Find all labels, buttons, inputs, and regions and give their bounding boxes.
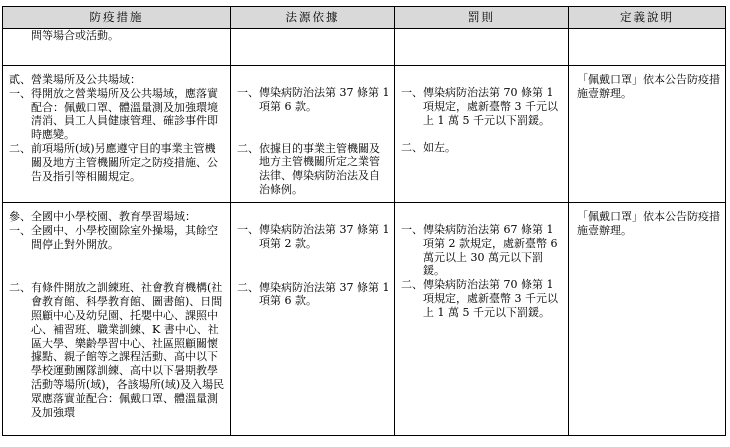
item-text: 前項場所(域)另應遵守目的事業主管機關及地方主管機關所定之防疫措施、公告及指引等相關規定。	[31, 141, 218, 183]
item-text: 傳染病防治法第 37 條第 1 項第 2 款。	[259, 223, 390, 250]
penalty-cell	[395, 66, 569, 203]
list-item	[9, 281, 226, 419]
legal-cell	[231, 66, 395, 203]
table-row	[3, 203, 726, 436]
measure-cell	[3, 203, 231, 436]
item-marker: 一、	[9, 223, 31, 237]
penalty-cell	[395, 203, 569, 436]
table-row	[3, 66, 726, 203]
list-item	[9, 224, 226, 252]
header-penalty: 罰則	[395, 7, 569, 29]
definition-cell	[569, 29, 726, 66]
item-marker: 一、	[9, 86, 31, 100]
regulation-table	[2, 6, 726, 436]
list-item	[237, 86, 390, 114]
header-row	[3, 7, 726, 29]
item-marker: 二、	[401, 278, 423, 292]
section-title: 參、全國中小學校園、教育學習場域：	[9, 210, 196, 223]
item-marker: 一、	[401, 86, 423, 99]
list-item	[9, 142, 226, 183]
item-text: 全國中、小學校園除室外操場，其餘空間停止對外開放。	[31, 223, 218, 251]
item-text: 依據目的事業主管機關及地方主管機關所定之業管法律、傳染病防治法及自治條例。	[259, 141, 380, 196]
list-item	[9, 87, 226, 142]
list-item	[401, 86, 564, 127]
penalty-cell	[395, 29, 569, 66]
definition-text: 「佩戴口罩」依本公告防疫措施壹辦理。	[577, 73, 720, 100]
list-item	[237, 142, 390, 197]
item-text: 傳染病防治法第 70 條第 1 項規定，處新臺幣 3 千元以上 1 萬 5 千元以下罰鍰。	[423, 86, 558, 127]
definition-cell	[569, 203, 726, 436]
item-text: 有條件開放之訓練班、社會教育機構(社會教育館、科學教育館、圖書館)、日間照顧中心及幼兒園、托嬰中心、課照中心、補習班、職業訓練、K 書中心、社區大學、樂齡學習中心、社區照顧關懷據點、親子館等之課程活動、高中以下學校運動團隊訓練、高中以下暑期教學活動等場所(域)，各該場所(域)及入場民眾應落實並配合：佩戴口罩、體溫量測及加強環	[31, 281, 225, 419]
item-marker: 二、	[237, 141, 259, 155]
item-text: 傳染病防治法第 70 條第 1 項規定，處新臺幣 3 千元以上 1 萬 5 千元以下罰鍰。	[423, 278, 558, 319]
item-marker: 二、	[401, 141, 423, 155]
legal-cell	[231, 203, 395, 436]
item-marker: 一、	[401, 223, 423, 236]
definition-text: 「佩戴口罩」依本公告防疫措施壹辦理。	[577, 210, 720, 237]
item-text: 傳染病防治法第 37 條第 1 項第 6 款。	[259, 280, 390, 308]
measure-cell	[3, 66, 231, 203]
measure-cell	[3, 29, 231, 66]
list-item	[237, 281, 390, 309]
item-text: 如左。	[423, 141, 456, 155]
header-definition: 定義說明	[569, 7, 726, 29]
list-item	[401, 141, 564, 155]
item-text: 傳染病防治法第 37 條第 1 項第 6 款。	[259, 86, 390, 113]
item-text: 得開放之營業場所及公共場域，應落實配合：佩戴口罩、體溫量測及加強環境清消、員工人員健康管理、確診事件即時應變。	[31, 86, 218, 142]
definition-cell	[569, 66, 726, 203]
item-text: 傳染病防治法第 67 條第 1 項第 2 款規定，處新臺幣 6 萬元以上 30 萬元以下罰鍰。	[423, 223, 558, 278]
list-item	[401, 223, 564, 278]
header-measures: 防疫措施	[3, 7, 231, 29]
table-row	[3, 29, 726, 66]
item-marker: 二、	[9, 141, 31, 155]
section-title: 貳、營業場所及公共場域：	[9, 73, 141, 86]
list-item	[401, 278, 564, 319]
item-marker: 二、	[9, 281, 31, 295]
measure-continuation: 問等場合或活動。	[31, 29, 119, 42]
list-item	[237, 223, 390, 251]
item-marker: 一、	[237, 223, 259, 236]
item-marker: 二、	[237, 280, 259, 294]
legal-cell	[231, 29, 395, 66]
header-legal-basis: 法源依據	[231, 7, 395, 29]
item-marker: 一、	[237, 86, 259, 99]
